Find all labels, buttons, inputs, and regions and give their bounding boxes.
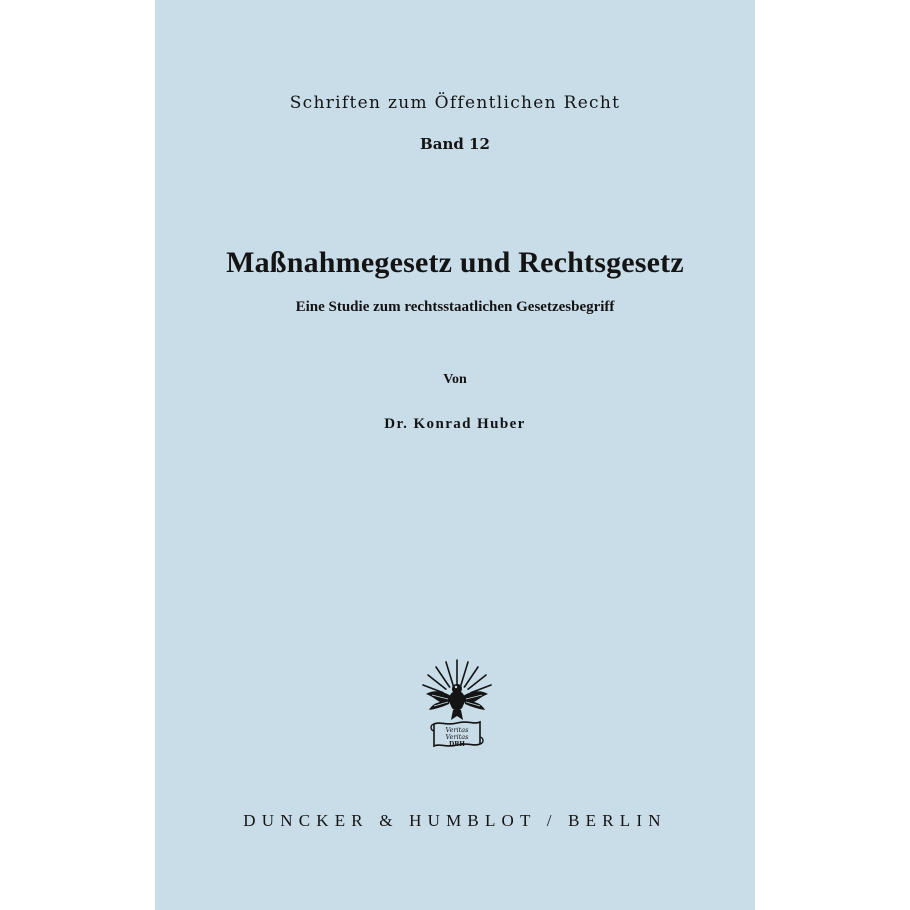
- by-label: Von: [443, 372, 467, 387]
- logo-initials: DBH: [449, 741, 465, 748]
- logo-motto-line1: Veritas: [445, 726, 469, 734]
- author-name: Dr. Konrad Huber: [384, 416, 526, 432]
- volume-number: Band 12: [420, 135, 490, 153]
- logo-motto-line2: Veritas: [445, 733, 469, 741]
- series-title: Schriften zum Öffentlichen Recht: [289, 93, 621, 113]
- book-cover: [155, 0, 755, 910]
- publisher-line: DUNCKER & HUMBLOT / BERLIN: [243, 811, 667, 830]
- eagle-emblem-icon: [418, 654, 496, 754]
- book-subtitle: Eine Studie zum rechtsstaatlichen Gesetzesbegriff: [295, 299, 615, 315]
- book-title: Maßnahmegesetz und Rechtsgesetz: [226, 246, 684, 279]
